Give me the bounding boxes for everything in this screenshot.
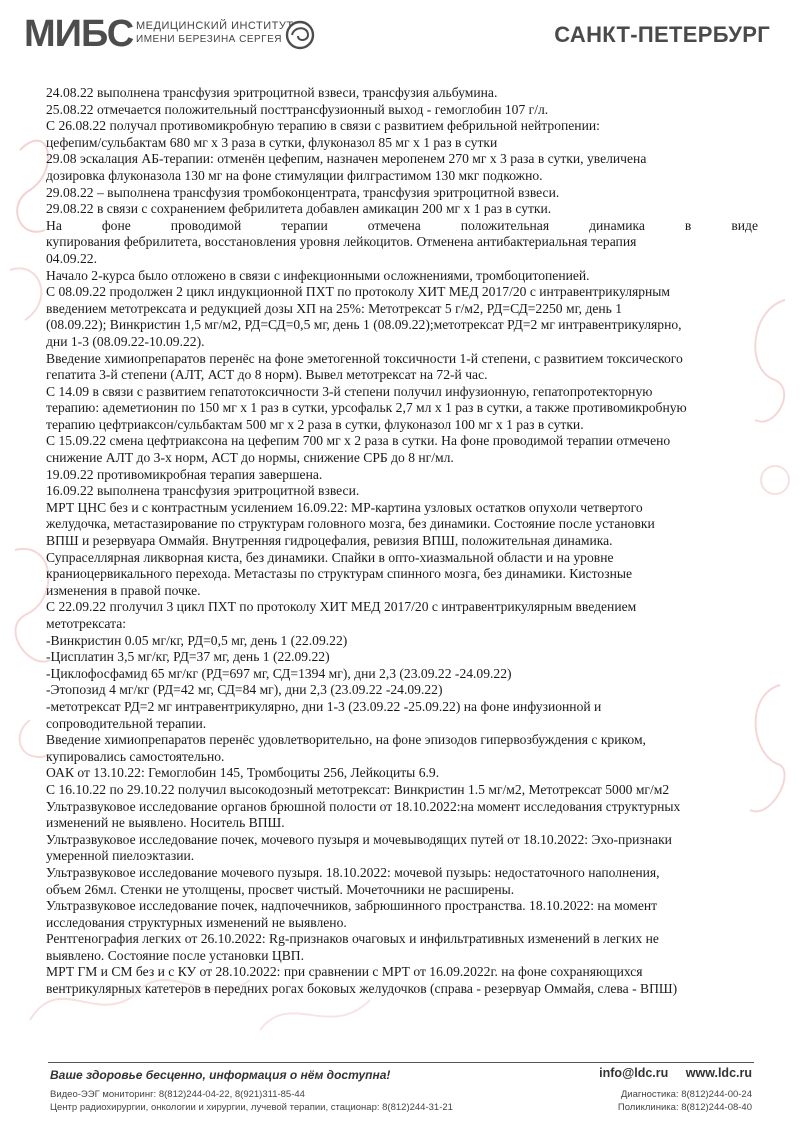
text-line: -Этопозид 4 мг/кг (РД=42 мг, СД=84 мг), дни 2,3 (23.09.22 -24.09.22) [46,682,443,698]
text-line: объем 26мл. Стенки не утолщены, просвет чистый. Мочеточники не расширены. [46,881,515,897]
footer-website[interactable]: www.ldc.ru [685,1066,752,1080]
text-line: купировались самостоятельно. [46,748,225,764]
text-line: дни 1-3 (08.09.22-10.09.22). [46,333,205,349]
footer-phone-center: Центр радиохирургии, онкологии и хирургии, лучевой терапии, стационар: 8(812)244-31-21 [50,1102,453,1113]
text-line: дозировка флуконазола 130 мг на фоне стимуляции филграстимом 130 мкг подкожно. [46,167,543,183]
text-line: -Цисплатин 3,5 мг/кг, РД=37 мг, день 1 (22.09.22) [46,649,330,665]
page-footer [0,1050,800,1142]
text-line: С 22.09.22 пголучил 3 цикл ПХТ по протоколу ХИТ МЕД 2017/20 с интравентрикулярным введением [46,599,637,615]
text-line: МРТ ГМ и СМ без и с КУ от 28.10.2022: при сравнении с МРТ от 16.09.2022г. на фоне сохраняющихся [46,964,643,980]
text-line: МРТ ЦНС без и с контрастным усилением 16.09.22: МР-картина узловых остатков опухоли четвертого [46,499,643,515]
logo-line-1: МЕДИЦИНСКИЙ ИНСТИТУТ [136,20,294,32]
text-line: С 16.10.22 по 29.10.22 получил высокодозный метотрексат: Винкристин 1.5 мг/м2, Метотрексат 5000 мг/м2 [46,781,670,797]
city-title: САНКТ-ПЕТЕРБУРГ [554,22,770,47]
swirl-logo-icon [282,18,318,52]
text-line: снижение АЛТ до 3-х норм, АСТ до нормы, снижение СРБ до 8 нг/мл. [46,450,454,466]
text-line: Ультразвуковое исследование мочевого пузыря. 18.10.2022: мочевой пузырь: недостаточного наполнения, [46,864,660,880]
footer-phones-right [618,1088,752,1114]
text-line: 25.08.22 отмечается положительный посттрансфузионный выход - гемоглобин 107 г/л. [46,101,549,117]
text-line: С 14.09 в связи с развитием гепатотоксичности 3-й степени получил инфузионную, гепатопротекторную [46,383,653,399]
text-line: терапию: адеметионин по 150 мг х 1 раз в сутки, урсофальк 2,7 мл х 1 раз в сутки, а также противомикробную [46,400,687,416]
text-line: изменения в правой почке. [46,582,201,598]
text-line: Начало 2-курса было отложено в связи с инфекционными осложнениями, тромбоцитопенией. [46,267,590,283]
text-line: -Циклофосфамид 65 мг/кг (РД=697 мг, СД=1394 мг), дни 2,3 (23.09.22 -24.09.22) [46,665,512,681]
text-line: 04.09.22. [46,250,97,266]
text-line: вентрикулярных катетеров в передних рогах боковых желудочков (справа - резервуар Оммайя, слева - ВПШ) [46,981,678,997]
text-line: ВПШ и резервуара Оммайя. Внутренняя гидроцефалия, ревизия ВПШ, положительная динамика. [46,533,613,549]
text-line: (08.09.22); Винкристин 1,5 мг/м2, РД=СД=0,5 мг, день 1 (08.09.22);метотрексат РД=2 мг интравентрикулярно, [46,317,682,333]
text-line: гепатита 3-й степени (АЛТ, АСТ до 8 норм). Вывел метотрексат на 72-й час. [46,367,488,383]
text-line: 29.08.22 – выполнена трансфузия тромбоконцентрата, трансфузия эритроцитной взвеси. [46,184,560,200]
text-line: -метотрексат РД=2 мг интравентрикулярно, дни 1-3 (23.09.22 -25.09.22) на фоне инфузионной и [46,698,602,714]
text-line: 24.08.22 выполнена трансфузия эритроцитной взвеси, трансфузия альбумина. [46,85,498,100]
text-line: Введение химиопрепаратов перенёс удовлетворительно, на фоне эпизодов гипервозбуждения с криком, [46,732,646,748]
text-line: метотрексата: [46,616,127,631]
text-line: Введение химиопрепаратов перенёс на фоне эметогенной токсичности 1-й степени, с развитием токсического [46,350,683,366]
text-line: цефепим/сульбактам 680 мг х 3 раза в сутки, флуконазол 85 мг х 1 раз в сутки [46,134,498,150]
text-line: С 08.09.22 продолжен 2 цикл индукционной ПХТ по протоколу ХИТ МЕД 2017/20 с интравентрикулярным [46,284,671,300]
text-line: умеренной пиелоэктазии. [46,848,195,864]
text-line: Ультразвуковое исследование почек, надпочечников, забрюшинного пространства. 18.10.2022: на момент [46,898,658,914]
footer-email[interactable]: info@ldc.ru [599,1066,669,1080]
text-line: терапию цефтриаксон/сульбактам 500 мг х 2 раза в сутки, флуконазол 100 мг х 1 раз в сутки. [46,416,584,432]
text-line: С 15.09.22 смена цефтриаксона на цефепим 700 мг х 2 раза в сутки. На фоне проводимой терапии отмечено [46,433,671,449]
logo-line-2: ИМЕНИ БЕРЕЗИНА СЕРГЕЯ [136,34,282,45]
letterhead [0,0,800,80]
text-line: желудочка, метастазирование по структурам головного мозга, без динамики. Состояние после установки [46,516,655,532]
footer-phones-left [50,1088,453,1114]
text-line: На фоне проводимой терапии отмечена положительная динамика в виде [46,217,758,233]
text-line: ОАК от 13.10.22: Гемоглобин 145, Тромбоциты 256, Лейкоциты 6.9. [46,765,440,781]
text-line: Рентгенография легких от 26.10.2022: Rg-признаков очаговых и инфильтративных изменений в легких не [46,931,659,947]
footer-contacts [599,1066,752,1080]
text-line: 29.08 эскалация АБ-терапии: отменён цефепим, назначен меропенем 270 мг х 3 раза в сутки, увеличена [46,151,647,167]
text-line: -Винкристин 0.05 мг/кг, РД=0,5 мг, день 1 (22.09.22) [46,632,348,648]
text-line: выявлено. Состояние после установки ЦВП. [46,947,304,963]
document-body [46,85,758,998]
footer-phone-clinic: Поликлиника: 8(812)244-08-40 [617,1102,752,1113]
logo-mark: МИБС [24,13,134,55]
footer-phone-diagnostics: Диагностика: 8(812)244-00-24 [620,1089,752,1100]
institute-logo [24,14,324,54]
text-line: С 26.08.22 получал противомикробную терапию в связи с развитием фебрильной нейтропении: [46,118,600,134]
footer-phone-eeg: Видео-ЭЭГ мониторинг: 8(812)244-04-22, 8(921)311-85-44 [50,1089,305,1100]
text-line: введением метотрексата и редукцией дозы ХП на 25%: Метотрексат 5 г/м2, РД=СД=2250 мг, день 1 [46,300,623,316]
text-line: 16.09.22 выполнена трансфузия эритроцитной взвеси. [46,483,360,499]
text-line: 19.09.22 противомикробная терапия завершена. [46,466,323,482]
text-line: Супраселлярная ликворная киста, без динамики. Спайки в опто-хиазмальной области и на уровне [46,549,614,565]
text-line: купирования фебрилитета, восстановления уровня лейкоцитов. Отменена антибактериальная терапия [46,234,637,250]
text-line: Ультразвуковое исследование почек, мочевого пузыря и мочевыводящих путей от 18.10.2022: Эхо-признаки [46,831,672,847]
text-line: 29.08.22 в связи с сохранением фебрилитета добавлен амикацин 200 мг х 1 раз в сутки. [46,201,552,217]
text-line: изменений не выявлено. Носитель ВПШ. [46,815,285,831]
logo-text [136,20,294,46]
text-line: сопроводительной терапии. [46,715,207,731]
footer-slogan: Ваше здоровье бесценно, информация о нём доступна! [50,1068,391,1082]
footer-divider [48,1062,754,1063]
text-line: краниоцервикального перехода. Метастазы по структурам спинного мозга, без динамики. Кистозные [46,566,633,582]
text-line: Ультразвуковое исследование органов брюшной полости от 18.10.2022:на момент исследования структурных [46,798,681,814]
text-line: исследования структурных изменений не выявлено. [46,914,347,930]
